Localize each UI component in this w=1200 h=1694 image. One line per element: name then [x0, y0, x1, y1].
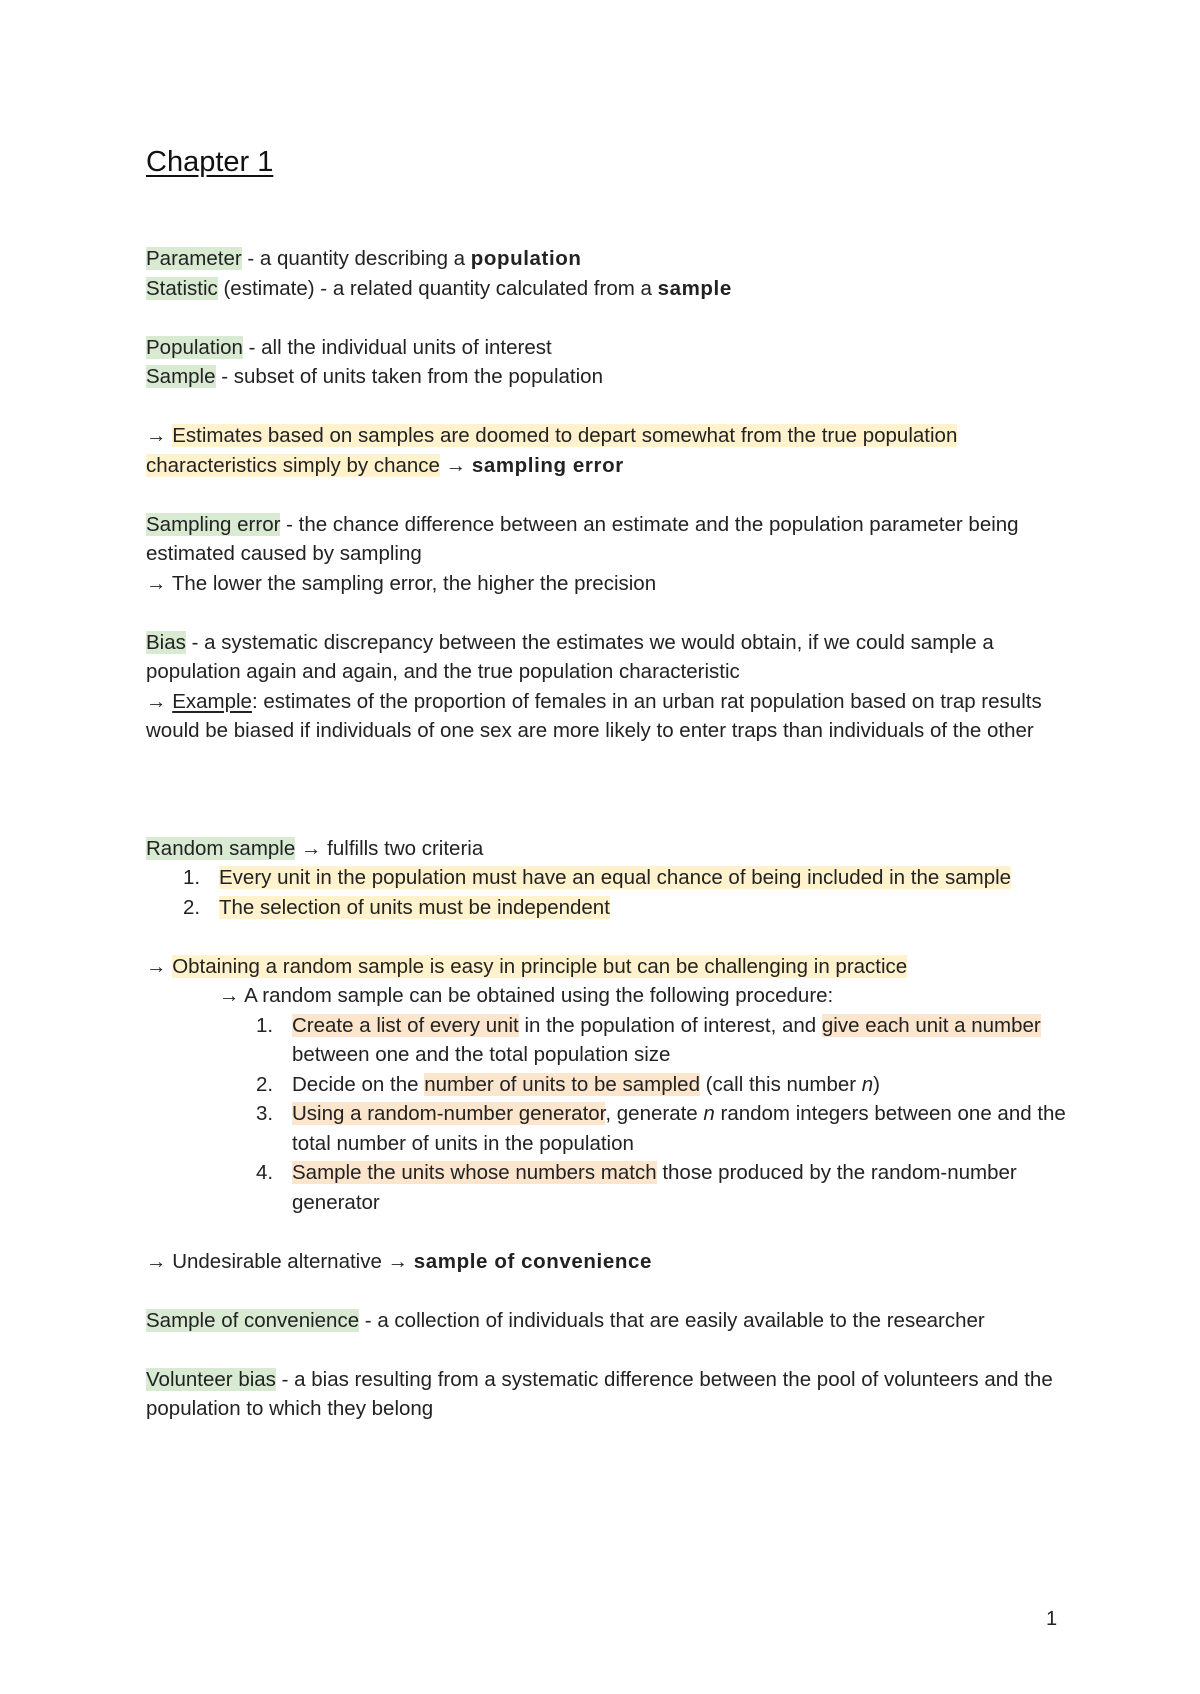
sample-definition: Sample - subset of units taken from the population	[146, 365, 603, 388]
list-item: 1. Create a list of every unit in the population of interest, and give each unit a number between one and the total population size	[256, 1013, 1041, 1066]
procedure-intro: → A random sample can be obtained using the following procedure:	[219, 984, 834, 1007]
sampling-error-definition: Sampling error - the chance difference between an estimate and the population parameter being estimated caused by sampling	[146, 512, 1019, 565]
chapter-title: Chapter 1	[146, 146, 274, 178]
arrow-icon: →	[146, 689, 167, 713]
list-item: 1. Every unit in the population must have an equal chance of being included in the sample	[183, 866, 1012, 889]
term-sample: Sample	[146, 365, 216, 388]
term-volunteer-bias: Volunteer bias	[146, 1367, 276, 1391]
population-definition: Population - all the individual units of interest	[146, 335, 552, 359]
term-sample-of-convenience: Sample of convenience	[146, 1308, 360, 1332]
arrow-icon: →	[146, 1249, 167, 1273]
procedure-steps	[146, 1011, 1076, 1218]
arrow-icon: →	[146, 424, 167, 447]
convenience-definition: Sample of convenience - a collection of individuals that are easily available to the researcher	[146, 1308, 985, 1332]
list-item: 2. Decide on the number of units to be sampled (call this number n)	[256, 1072, 880, 1096]
arrow-icon: →	[445, 453, 467, 477]
list-item: 4. Sample the units whose numbers match those produced by the random-number generator	[256, 1161, 1017, 1214]
term-parameter: Parameter	[146, 247, 242, 270]
criteria-list	[146, 863, 1076, 922]
precision-note: → The lower the sampling error, the higher the precision	[146, 571, 657, 595]
notes-body	[146, 244, 1076, 1424]
estimates-note: → Estimates based on samples are doomed to depart somewhat from the true population characteristics simply by chance → sampling error	[146, 424, 958, 477]
list-item: 3. Using a random-number generator, generate n random integers between one and the total number of units in the population	[256, 1102, 1066, 1155]
volunteer-bias-definition: Volunteer bias - a bias resulting from a systematic difference between the pool of volunteers and the population to which they belong	[146, 1367, 1053, 1420]
term-statistic: Statistic	[146, 276, 218, 300]
arrow-icon: →	[146, 954, 167, 978]
term-bias: Bias	[146, 630, 186, 654]
random-sample-definition: Random sample → fulfills two criteria	[146, 836, 484, 860]
term-random-sample: Random sample	[146, 836, 296, 860]
arrow-icon: →	[219, 984, 240, 1007]
arrow-icon: →	[387, 1249, 409, 1273]
parameter-definition: Parameter - a quantity describing a population	[146, 247, 582, 270]
bias-definition: Bias - a systematic discrepancy between the estimates we would obtain, if we could sample a population again and again, and the true population characteristic	[146, 630, 994, 683]
term-population: Population	[146, 335, 243, 359]
arrow-icon: →	[300, 836, 322, 860]
page-number: 1	[1046, 1608, 1058, 1630]
undesirable-note: → Undesirable alternative → sample of convenience	[146, 1249, 652, 1273]
arrow-icon: →	[146, 571, 167, 595]
obtaining-note: → Obtaining a random sample is easy in principle but can be challenging in practice	[146, 954, 908, 978]
bias-example: → Example: estimates of the proportion of females in an urban rat population based on trap results would be biased if individuals of one sex are more likely to enter traps than individuals of the other	[146, 689, 1042, 742]
statistic-definition: Statistic (estimate) - a related quantity calculated from a sample	[146, 276, 732, 300]
list-item: 2. The selection of units must be independent	[183, 895, 610, 919]
term-sampling-error: Sampling error	[146, 512, 281, 536]
